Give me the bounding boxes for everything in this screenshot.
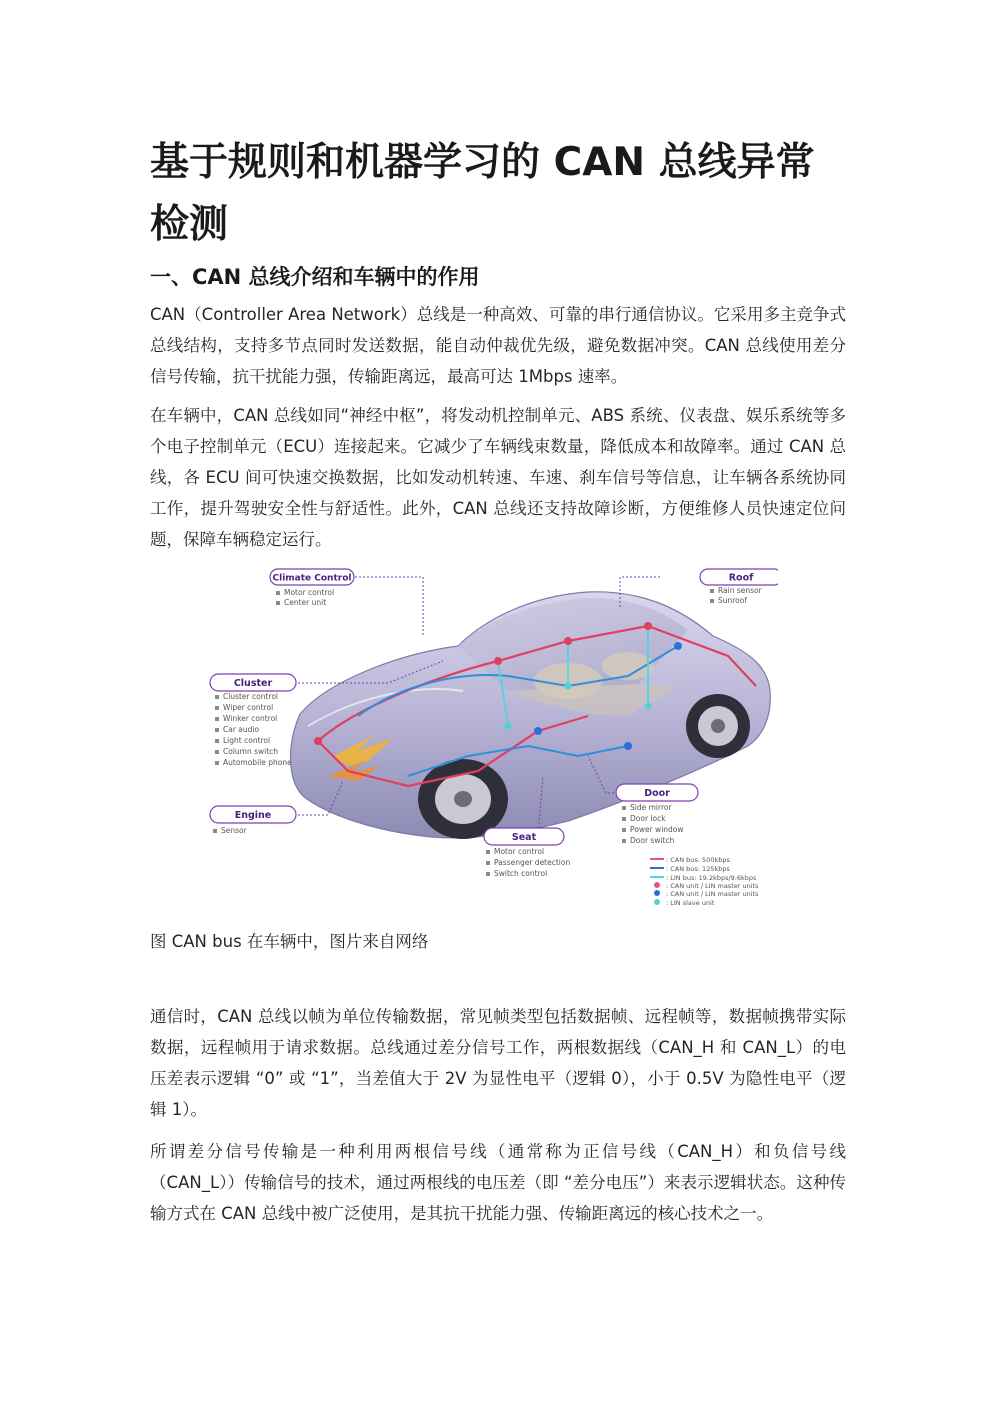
svg-text:Sunroof: Sunroof: [718, 596, 748, 605]
engine-label: Engine: [234, 810, 272, 821]
door-label: Door: [644, 788, 670, 799]
engine-callout: [210, 806, 296, 835]
paragraph-differential-signal: 所谓差分信号传输是一种利用两根信号线（通常称为正信号线（CAN_H）和负信号线（CAN_L））传输信号的技术，通过两根线的电压差（即 “差分电压”）来表示逻辑状态。这种传输方式在 CAN 总线中被广泛使用，是其抗干扰能力强、传输距离远的核心技术之一。: [150, 1142, 846, 1223]
svg-text:Cluster control: Cluster control: [223, 692, 279, 701]
document-title: 基于规则和机器学习的 CAN 总线异常检测: [150, 140, 815, 247]
can-bus-vehicle-figure: [208, 566, 778, 911]
svg-text:: LIN slave unit: : LIN slave unit: [666, 899, 715, 907]
svg-text:Automobile phone: Automobile phone: [223, 758, 292, 767]
svg-text:Winker control: Winker control: [223, 714, 278, 723]
cluster-callout: [210, 674, 296, 767]
paragraph-can-in-vehicle: 在车辆中，CAN 总线如同“神经中枢”，将发动机控制单元、ABS 系统、仪表盘、娱乐系统等多个电子控制单元（ECU）连接起来。它减少了车辆线束数量，降低成本和故障率。通过 CAN 总线，各 ECU 间可快速交换数据，比如发动机转速、车速、刹车信号等信息，让车辆各系统协同工作，提升驾驶安全性与舒适性。此外，CAN 总线还支持故障诊断，方便维修人员快速定位问题，保障车辆稳定运行。: [150, 406, 846, 549]
car-body: [291, 592, 771, 839]
svg-text:Rain sensor: Rain sensor: [718, 586, 762, 595]
svg-text:Door switch: Door switch: [630, 836, 675, 845]
car-network-illustration: [208, 566, 778, 911]
svg-text:Sensor: Sensor: [221, 826, 247, 835]
figure-caption: 图 CAN bus 在车辆中，图片来自网络: [150, 932, 429, 951]
svg-text:Passenger detection: Passenger detection: [494, 858, 571, 867]
paragraph-can-intro: CAN（Controller Area Network）总线是一种高效、可靠的串行通信协议。它采用多主竞争式总线结构，支持多节点同时发送数据，能自动仲裁优先级，避免数据冲突。CAN 总线使用差分信号传输，抗干扰能力强，传输距离远，最高可达 1Mbps 速率。: [150, 305, 846, 386]
svg-text:: CAN bus: 500kbps: : CAN bus: 500kbps: [666, 856, 730, 864]
svg-text:Light control: Light control: [223, 736, 271, 745]
svg-text:: CAN bus: 125kbps: : CAN bus: 125kbps: [666, 865, 730, 873]
svg-text:Car audio: Car audio: [223, 725, 260, 734]
svg-text:Motor control: Motor control: [284, 588, 335, 597]
svg-text:: LIN bus: 19.2kbps/9.6kbps: : LIN bus: 19.2kbps/9.6kbps: [666, 874, 757, 882]
svg-text:Power window: Power window: [630, 825, 684, 834]
svg-text:Side mirror: Side mirror: [630, 803, 672, 812]
svg-text:Column switch: Column switch: [223, 747, 279, 756]
seat-label: Seat: [511, 832, 537, 843]
climate-control-label: Climate Control: [272, 573, 352, 584]
bus-legend: [650, 856, 759, 907]
svg-text:Door lock: Door lock: [630, 814, 666, 823]
svg-text:: CAN unit / LIN master units: : CAN unit / LIN master units: [666, 890, 759, 898]
cluster-label: Cluster: [233, 678, 273, 689]
roof-label: Roof: [728, 572, 754, 584]
svg-text:Switch control: Switch control: [494, 869, 548, 878]
door-callout: [616, 784, 698, 845]
svg-text:Center unit: Center unit: [284, 598, 327, 607]
section-heading: 一、CAN 总线介绍和车辆中的作用: [150, 265, 480, 289]
paragraph-can-frames: 通信时，CAN 总线以帧为单位传输数据，常见帧类型包括数据帧、远程帧等，数据帧携带实际数据，远程帧用于请求数据。总线通过差分信号工作，两根数据线（CAN_H 和 CAN_L）的电压差表示逻辑 “0” 或 “1”，当差值大于 2V 为显性电平（逻辑 0），小于 0.5V 为隐性电平（逻辑 1）。: [150, 1007, 846, 1119]
svg-text:: CAN unit / LIN master units: : CAN unit / LIN master units: [666, 882, 759, 890]
roof-callout: [700, 569, 778, 605]
svg-text:Wiper control: Wiper control: [223, 703, 274, 712]
seat-callout: [484, 828, 570, 878]
svg-text:Motor control: Motor control: [494, 847, 545, 856]
climate-control-callout: [270, 569, 354, 607]
